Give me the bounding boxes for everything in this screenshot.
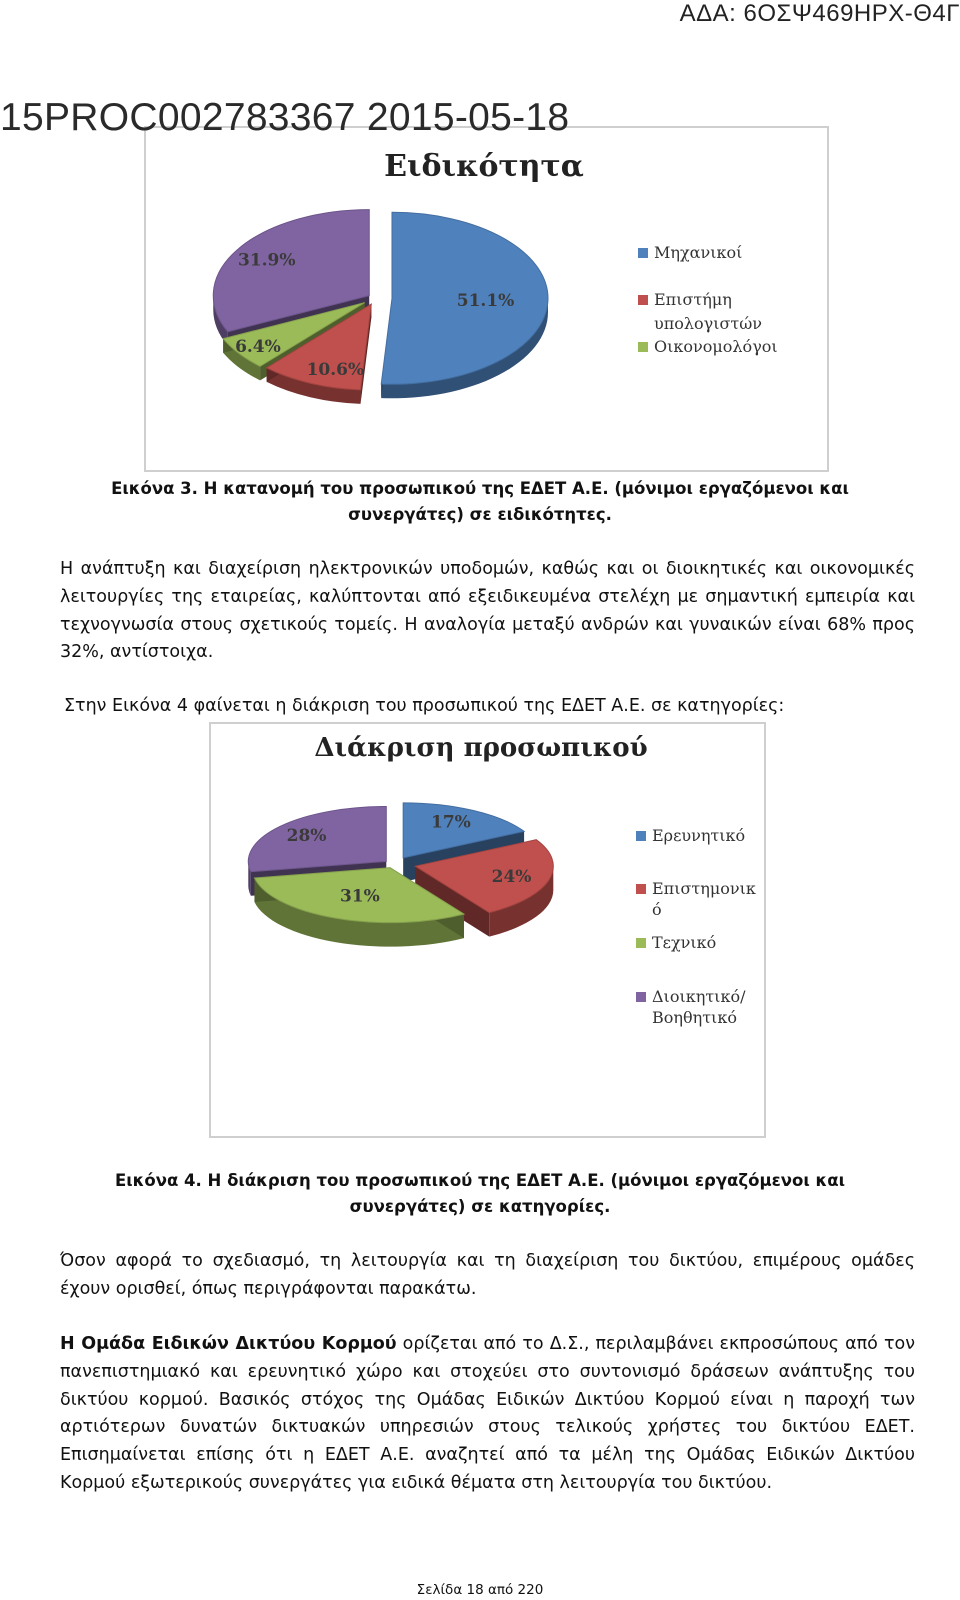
- legend-label: Ερευνητικό: [652, 826, 746, 845]
- chart-specialty: [144, 126, 829, 472]
- legend-swatch: [636, 884, 646, 894]
- legend-label: Βοηθητικό: [652, 1008, 737, 1027]
- legend-swatch: [636, 938, 646, 948]
- legend-label: Επιστήμη: [654, 290, 732, 309]
- pie-slice-label: 31%: [339, 886, 380, 907]
- legend-swatch: [636, 831, 646, 841]
- chart-title: Διάκριση προσωπικού: [314, 733, 648, 763]
- legend-label: υπολογιστών: [654, 314, 763, 333]
- figure-caption: Εικόνα 4. Η διάκριση του προσωπικού της ΕΔΕΤ Α.Ε. (μόνιμοι εργαζόμενοι και συνεργάτες) σε κατηγορίες.: [114, 1171, 846, 1216]
- pie-slice-label: 24%: [491, 867, 532, 888]
- pie-slice-label: 17%: [431, 812, 471, 833]
- legend: [636, 826, 756, 1027]
- chart-staff-categories: [209, 722, 766, 1138]
- pie-slice-label: 51.1%: [456, 291, 515, 312]
- paragraph: [60, 1331, 915, 1498]
- pie-slice-label: 6.4%: [235, 336, 281, 357]
- legend-label: Τεχνικό: [652, 933, 717, 952]
- proc-stamp: 15PROC002783367 2015-05-18: [0, 96, 570, 139]
- legend-label: Διοικητικό/: [652, 987, 746, 1006]
- pie-slice-label: 31.9%: [237, 250, 296, 271]
- paragraph-text: ορίζεται από το Δ.Σ., περιλαμβάνει εκπροσώπους από τον πανεπιστημιακό και ερευνητικό χώρο και στοχεύει στο συντονισμό δράσεων ανάπτυξης του δικτύου κορμού. Βασικός στόχος της Ομάδας Ειδικών Δικτύου Κορμού είναι η παροχή των αρτιότερων δυνατών δικτυακών υπηρεσιών στους τελικούς χρήστες του δικτύου ΕΔΕΤ. Επισημαίνεται επίσης ότι η ΕΔΕΤ Α.Ε. αναζητεί από τα μέλη της Ομάδας Ειδικών Δικτύου Κορμού εξωτερικούς συνεργάτες για ειδικά θέματα στη λειτουργία του δικτύου.: [60, 1334, 915, 1493]
- pie-slice-label: 10.6%: [306, 360, 365, 381]
- figure-caption: Εικόνα 3. Η κατανομή του προσωπικού της ΕΔΕΤ Α.Ε. (μόνιμοι εργαζόμενοι και συνεργάτες) σε ειδικότητες.: [111, 479, 849, 524]
- chart-title: Ειδικότητα: [384, 149, 584, 184]
- page-footer: Σελίδα 18 από 220: [416, 1582, 544, 1598]
- legend-swatch: [638, 295, 648, 305]
- chart-specialty-svg: [146, 128, 827, 470]
- paragraph: Όσον αφορά το σχεδιασμό, τη λειτουργία και τη διαχείριση του δικτύου, επιμέρους ομάδες έχουν ορισθεί, όπως περιγράφονται παρακάτω.: [60, 1251, 915, 1299]
- team-name: Η Ομάδα Ειδικών Δικτύου Κορμού: [60, 1334, 397, 1354]
- legend: [638, 243, 778, 356]
- legend-label: Οικονομολόγοι: [654, 337, 778, 356]
- chart-staff-categories-svg: [211, 724, 764, 1136]
- legend-swatch: [638, 342, 648, 352]
- paragraph: Η ανάπτυξη και διαχείριση ηλεκτρονικών υποδομών, καθώς και οι διοικητικές και οικονομικές λειτουργίες της εταιρείας, καλύπτονται από εξειδικευμένα στελέχη με σημαντική εμπειρία και τεχνογνωσία στους σχετικούς τομείς. Η αναλογία μεταξύ ανδρών και γυναικών είναι 68% προς 32%, αντίστοιχα.: [60, 559, 915, 663]
- legend-label: Επιστημονικ: [652, 879, 756, 898]
- pie-slice-label: 28%: [286, 826, 327, 847]
- legend-swatch: [636, 992, 646, 1002]
- legend-label: ό: [652, 900, 662, 919]
- paragraph: Στην Εικόνα 4 φαίνεται η διάκριση του προσωπικού της ΕΔΕΤ Α.Ε. σε κατηγορίες:: [64, 696, 785, 716]
- ada-stamp: ΑΔΑ: 6ΟΣΨ469ΗΡΧ-Θ4Γ: [679, 0, 960, 27]
- legend-label: Μηχανικοί: [654, 243, 743, 262]
- legend-swatch: [638, 248, 648, 258]
